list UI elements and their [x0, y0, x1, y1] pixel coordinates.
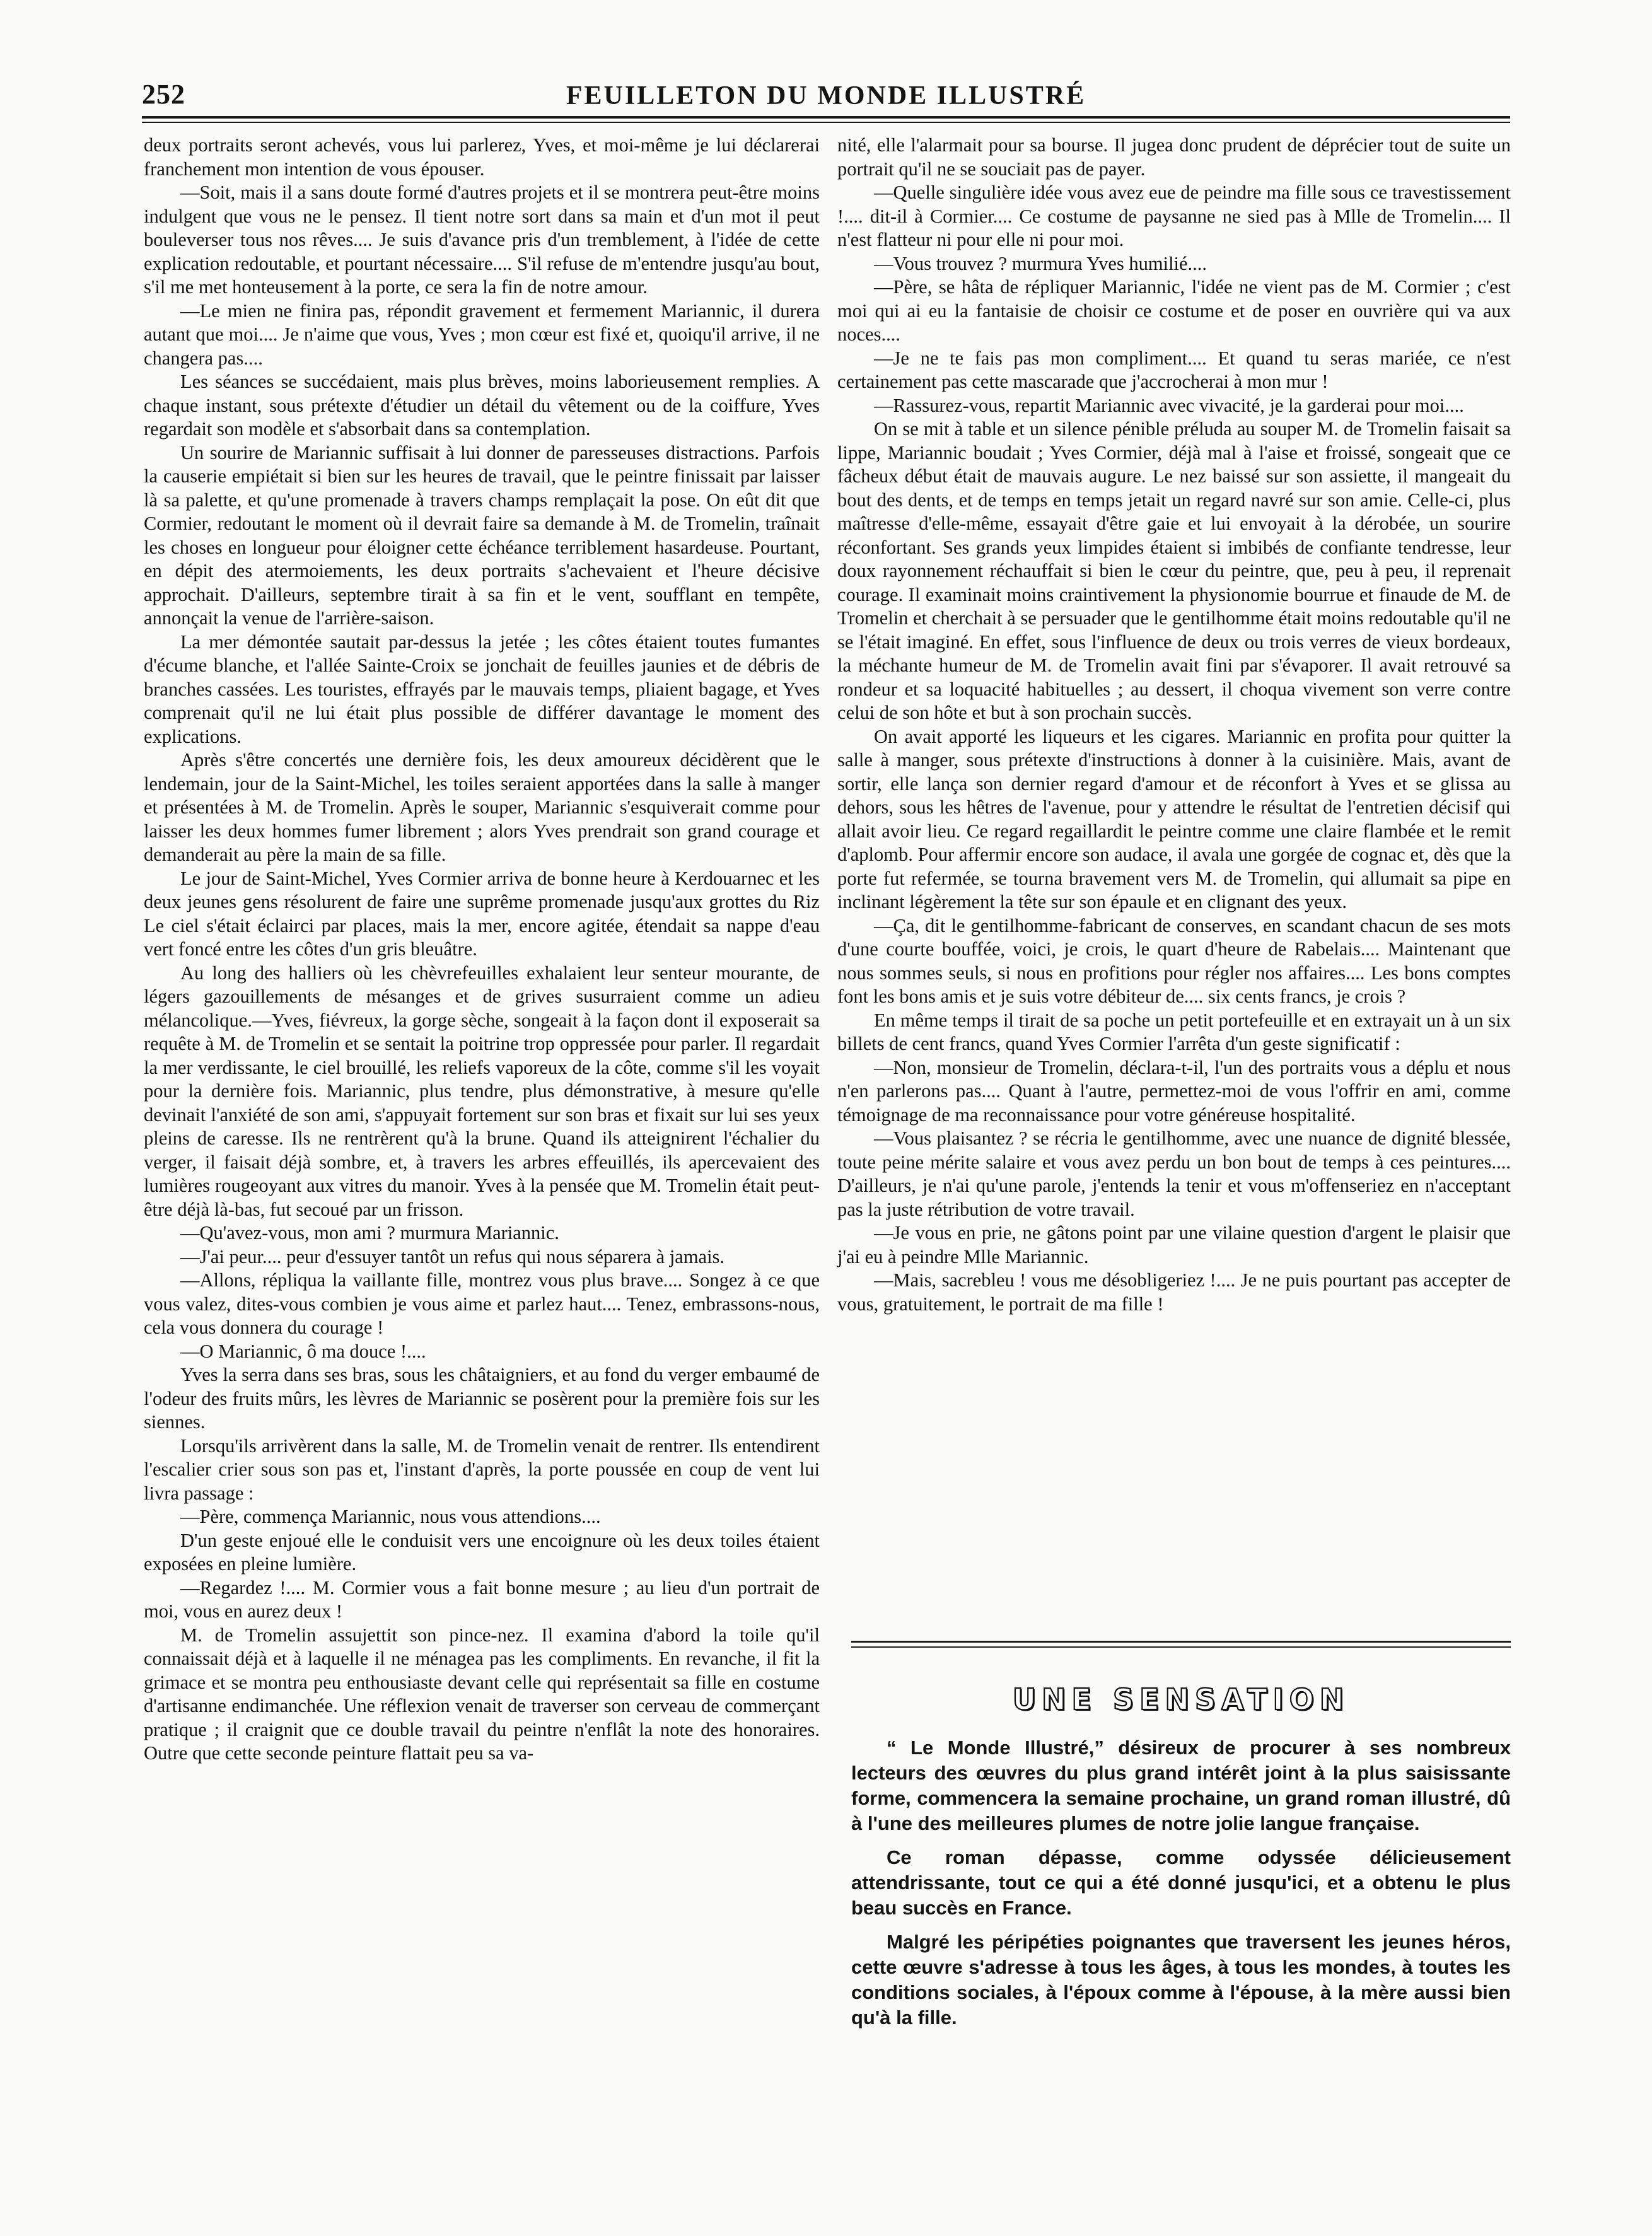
paragraph: —Père, se hâta de répliquer Mariannic, l'idée ne vient pas de M. Cormier ; c'est moi qui ai eu la fantaisie de choisir ce costume et de poser en ouvrière qui va aux noces.... — [837, 276, 1511, 345]
paragraph: —Je ne te fais pas mon compliment.... Et quand tu seras mariée, ce n'est certainement pas cette mascarade que j'accrocherai à mon mur ! — [837, 347, 1511, 392]
section-title: UNE SENSATION — [1012, 1682, 1350, 1716]
paragraph: Au long des halliers où les chèvrefeuilles exhalaient leur senteur mourante, de légers gazouillements de mésanges et de grives susurraient comme un adieu mélancolique.—Yves, fiévreux, la gorge sèche, songeait à la façon dont il exposerait sa requête à M. de Tromelin et se sentait la poitrine trop oppressée pour parler. Il regardait la mer verdissante, le ciel brouillé, les reliefs vaporeux de la côte, comme s'il les voyait pour la dernière fois. Mariannic, plus tendre, plus démonstrative, à mesure qu'elle devinait l'anxiété de son ami, s'appuyait fortement sur son bras et fixait sur lui ses yeux pleins de caresse. Ils ne rentrèrent qu'à la brune. Quand ils atteignirent l'échalier du verger, il faisait déjà sombre, et, à travers les arbres effeuillés, ils apercevaient des lumières rougeoyant aux vitres du manoir. Yves à la pensée que M. Tromelin était peut-être déjà là-bas, fut secoué par un frisson. — [144, 962, 820, 1220]
paragraph: deux portraits seront achevés, vous lui parlerez, Yves, et moi-même je lui déclarerai franchement mon intention de vous épouser. — [144, 134, 820, 180]
page-header — [142, 74, 1510, 119]
paragraph: —Mais, sacrebleu ! vous me désobligeriez !.... Je ne puis pourtant pas accepter de vous, gratuitement, le portrait de ma fille ! — [837, 1269, 1511, 1315]
announcement-paragraph: Malgré les péripéties poignantes que traversent les jeunes héros, cette œuvre s'adresse à tous les âges, à tous les mondes, à toutes les conditions sociales, à l'époux comme à l'épouse, à la mère aussi bien qu'à la fille. — [851, 1931, 1511, 2029]
paragraph: —Je vous en prie, ne gâtons point par une vilaine question d'argent le plaisir que j'ai eu à peindre Mlle Mariannic. — [837, 1222, 1511, 1267]
paragraph: —Vous plaisantez ? se récria le gentilhomme, avec une nuance de dignité blessée, toute peine mérite salaire et vous avez perdu un bon bout de temps à ces peintures.... D'ailleurs, je n'ai qu'une parole, j'entends la tenir et vous m'offenseriez en n'acceptant pas la juste rétribution de votre travail. — [837, 1127, 1511, 1220]
paragraph: Un sourire de Mariannic suffisait à lui donner de paresseuses distractions. Parfois la causerie empiétait si bien sur les heures de travail, que le peintre finissait par laisser là sa palette, et qu'une promenade à travers champs remplaçait la pose. On eût dit que Cormier, redoutant le moment où il devrait faire sa demande à M. de Tromelin, traînait les choses en longueur pour éloigner cette échéance terriblement hasardeuse. Pourtant, en dépit des atermoiements, les deux portraits s'achevaient et l'heure décisive approchait. D'ailleurs, septembre tirait à sa fin et le vent, soufflant en tempête, annonçait la venue de l'arrière-saison. — [144, 441, 820, 629]
paragraph: En même temps il tirait de sa poche un petit portefeuille et en extrayait un à un six billets de cent francs, quand Yves Cormier l'arrêta d'un geste significatif : — [837, 1009, 1511, 1054]
paragraph: Le jour de Saint-Michel, Yves Cormier arriva de bonne heure à Kerdouarnec et les deux jeunes gens résolurent de faire une suprême promenade jusqu'aux grottes du Riz Le ciel s'était éclairci par places, mais la mer, encore agitée, étendait sa nappe d'eau vert foncé entre les côtes d'un gris bleuâtre. — [144, 867, 820, 960]
announcement-paragraph: “ Le Monde Illustré,” désireux de procurer à ses nombreux lecteurs des œuvres du plus grand intérêt joint à la plus saisissante forme, commencera la semaine prochaine, un grand roman illustré, dû à l'une des meilleures plumes de notre jolie langue française. — [851, 1737, 1511, 1834]
paragraph: —Qu'avez-vous, mon ami ? murmura Mariannic. — [180, 1222, 559, 1243]
header-rule-thin — [142, 122, 1510, 123]
running-title: FEUILLETON DU MONDE ILLUSTRÉ — [566, 81, 1086, 110]
paragraph: Yves la serra dans ses bras, sous les châtaigniers, et au fond du verger embaumé de l'odeur des fruits mûrs, les lèvres de Mariannic se posèrent pour la première fois sur les siennes. — [144, 1364, 820, 1433]
paragraph: Les séances se succédaient, mais plus brèves, moins laborieusement remplies. A chaque instant, sous prétexte d'étudier un détail du vêtement ou de la coiffure, Yves regardait son modèle et s'absorbait dans sa contemplation. — [144, 371, 820, 440]
paragraph: Après s'être concertés une dernière fois, les deux amoureux décidèrent que le lendemain, jour de la Saint-Michel, les toiles seraient apportées dans la salle à manger et présentées à M. de Tromelin. Après le souper, Mariannic s'esquiverait comme pour laisser les deux hommes fumer librement ; alors Yves prendrait son grand courage et demanderait au père la main de sa fille. — [144, 749, 820, 865]
paragraph: —O Mariannic, ô ma douce !.... — [180, 1340, 426, 1362]
paragraph: La mer démontée sautait par-dessus la jetée ; les côtes étaient toutes fumantes d'écume blanche, et l'allée Sainte-Croix se jonchait de feuilles jaunies et de débris de branches cassées. Les touristes, effrayés par le mauvais temps, pliaient bagage, et Yves comprenait qu'il ne lui était plus possible de différer davantage le moment des explications. — [144, 631, 820, 747]
paragraph: —Allons, répliqua la vaillante fille, montrez vous plus brave.... Songez à ce que vous valez, dites-vous combien je vous aime et parlez haut.... Tenez, embrassons-nous, cela vous donnera du courage ! — [144, 1269, 820, 1338]
section-rule-thin — [851, 1646, 1511, 1648]
paragraph: —Vous trouvez ? murmura Yves humilié.... — [874, 252, 1207, 274]
paragraph: —Regardez !.... M. Cormier vous a fait bonne mesure ; au lieu d'un portrait de moi, vous en aurez deux ! — [144, 1576, 820, 1622]
paragraph: Lorsqu'ils arrivèrent dans la salle, M. de Tromelin venait de rentrer. Ils entendirent l'escalier crier sous son pas et, l'instant d'après, la porte poussée en coup de vent lui livra passage : — [144, 1435, 820, 1504]
right-column — [837, 134, 1511, 1316]
header-rule — [142, 116, 1510, 119]
paragraph: On avait apporté les liqueurs et les cigares. Mariannic en profita pour quitter la salle à manger, sous prétexte d'instructions à donner à la cuisinière. Mais, avant de sortir, elle lança son dernier regard d'amour et de réconfort à Yves et se glissa au dehors, sous les hêtres de l'avenue, pour y attendre le résultat de l'entretien décisif qui allait avoir lieu. Ce regard regaillardit le peintre comme une claire flambée et le remit d'aplomb. Pour affermir encore son audace, il avala une gorgée de cognac et, dès que la porte fut refermée, se tourna bravement vers M. de Tromelin, qui allumait sa pipe en inclinant légèrement la tête sur son épaule et en clignant des yeux. — [837, 725, 1511, 912]
paragraph: D'un geste enjoué elle le conduisit vers une encoignure où les deux toiles étaient exposées en pleine lumière. — [144, 1529, 820, 1575]
paragraph: —Quelle singulière idée vous avez eue de peindre ma fille sous ce travestissement !.... dit-il à Cormier.... Ce costume de paysanne ne sied pas à Mlle de Tromelin.... Il n'est flatteur ni pour elle ni pour moi. — [837, 182, 1511, 250]
section-rule — [851, 1641, 1511, 1643]
announcement-paragraph: Ce roman dépasse, comme odyssée délicieusement attendrissante, tout ce qui a été donné jusqu'ici, et a obtenu le plus beau succès en France. — [851, 1846, 1511, 1919]
announcement — [851, 1735, 1511, 2039]
left-column — [144, 134, 820, 1766]
paragraph: —Rassurez-vous, repartit Mariannic avec vivacité, je la garderai pour moi.... — [874, 394, 1464, 416]
paragraph: —Ça, dit le gentilhomme-fabricant de conserves, en scandant chacun de ses mots d'une courte bouffée, voici, je crois, le quart d'heure de Rabelais.... Maintenant que nous sommes seuls, si nous en profitions pour régler nos affaires.... Les bons comptes font les bons amis et je suis votre débiteur de.... six cents francs, je crois ? — [837, 914, 1511, 1007]
paragraph: —J'ai peur.... peur d'essuyer tantôt un refus qui nous séparera à jamais. — [180, 1245, 725, 1267]
paragraph: —Le mien ne finira pas, répondit gravement et fermement Mariannic, il durera autant que moi.... Je n'aime que vous, Yves ; mon cœur est fixé et, quoiqu'il arrive, il ne changera pas.... — [144, 300, 820, 369]
paragraph: —Père, commença Mariannic, nous vous attendions.... — [180, 1506, 601, 1527]
page-number: 252 — [142, 79, 185, 110]
paragraph: nité, elle l'alarmait pour sa bourse. Il jugea donc prudent de déprécier tout de suite un portrait qu'il ne se souciait pas de payer. — [837, 134, 1511, 180]
paragraph: —Soit, mais il a sans doute formé d'autres projets et il se montrera peut-être moins indulgent que vous ne le pensez. Il tient notre sort dans sa main et d'un mot il peut bouleverser tous nos rêves.... Je suis d'avance pris d'un tremblement, à l'idée de cette explication redoutable, et pourtant nécessaire.... S'il refuse de m'entendre jusqu'au bout, s'il me met honteusement à la porte, ce sera la fin de notre amour. — [144, 182, 820, 298]
paragraph: On se mit à table et un silence pénible préluda au souper M. de Tromelin faisait sa lippe, Mariannic boudait ; Yves Cormier, déjà mal à l'aise et froissé, songeait que ce fâcheux début était de mauvais augure. Le nez baissé sur son assiette, il mangeait du bout des dents, et de temps en temps jetait un regard navré sur son amie. Celle-ci, plus maîtresse d'elle-même, essayait d'être gaie et lui envoyait à la dérobée, un sourire réconfortant. Ses grands yeux limpides étaient si imbibés de confiante tendresse, leur doux rayonnement réchauffait si bien le cœur du peintre, que, peu à peu, il reprenait courage. Il examinait moins craintivement la physionomie bourrue et finaude de M. de Tromelin et cherchait à se persuader que le gentilhomme était moins redoutable qu'il ne se l'était imaginé. En effet, sous l'influence de deux ou trois verres de vieux bordeaux, la méchante humeur de M. de Tromelin avait fini par s'évaporer. Il avait retrouvé sa rondeur et sa loquacité habituelles ; au dessert, il choqua vivement son verre contre celui de son hôte et but à son prochain succès. — [837, 418, 1511, 723]
paragraph: —Non, monsieur de Tromelin, déclara-t-il, l'un des portraits vous a déplu et nous n'en parlerons pas.... Quant à l'autre, permettez-moi de vous l'offrir en ami, comme témoignage de ma reconnaissance pour votre généreuse hospitalité. — [837, 1056, 1511, 1126]
paragraph: M. de Tromelin assujettit son pince-nez. Il examina d'abord la toile qu'il connaissait déjà et à laquelle il ne ménagea pas les compliments. En revanche, il fit la grimace et se montra peu enthousiaste devant celle qui représentait sa fille en costume d'artisanne endimanchée. Une réflexion venait de traverser son cerveau de commerçant pratique ; il craignit que ce double travail du peintre n'enflât la note des honoraires. Outre que cette seconde peinture flattait peu sa va- — [144, 1624, 820, 1764]
